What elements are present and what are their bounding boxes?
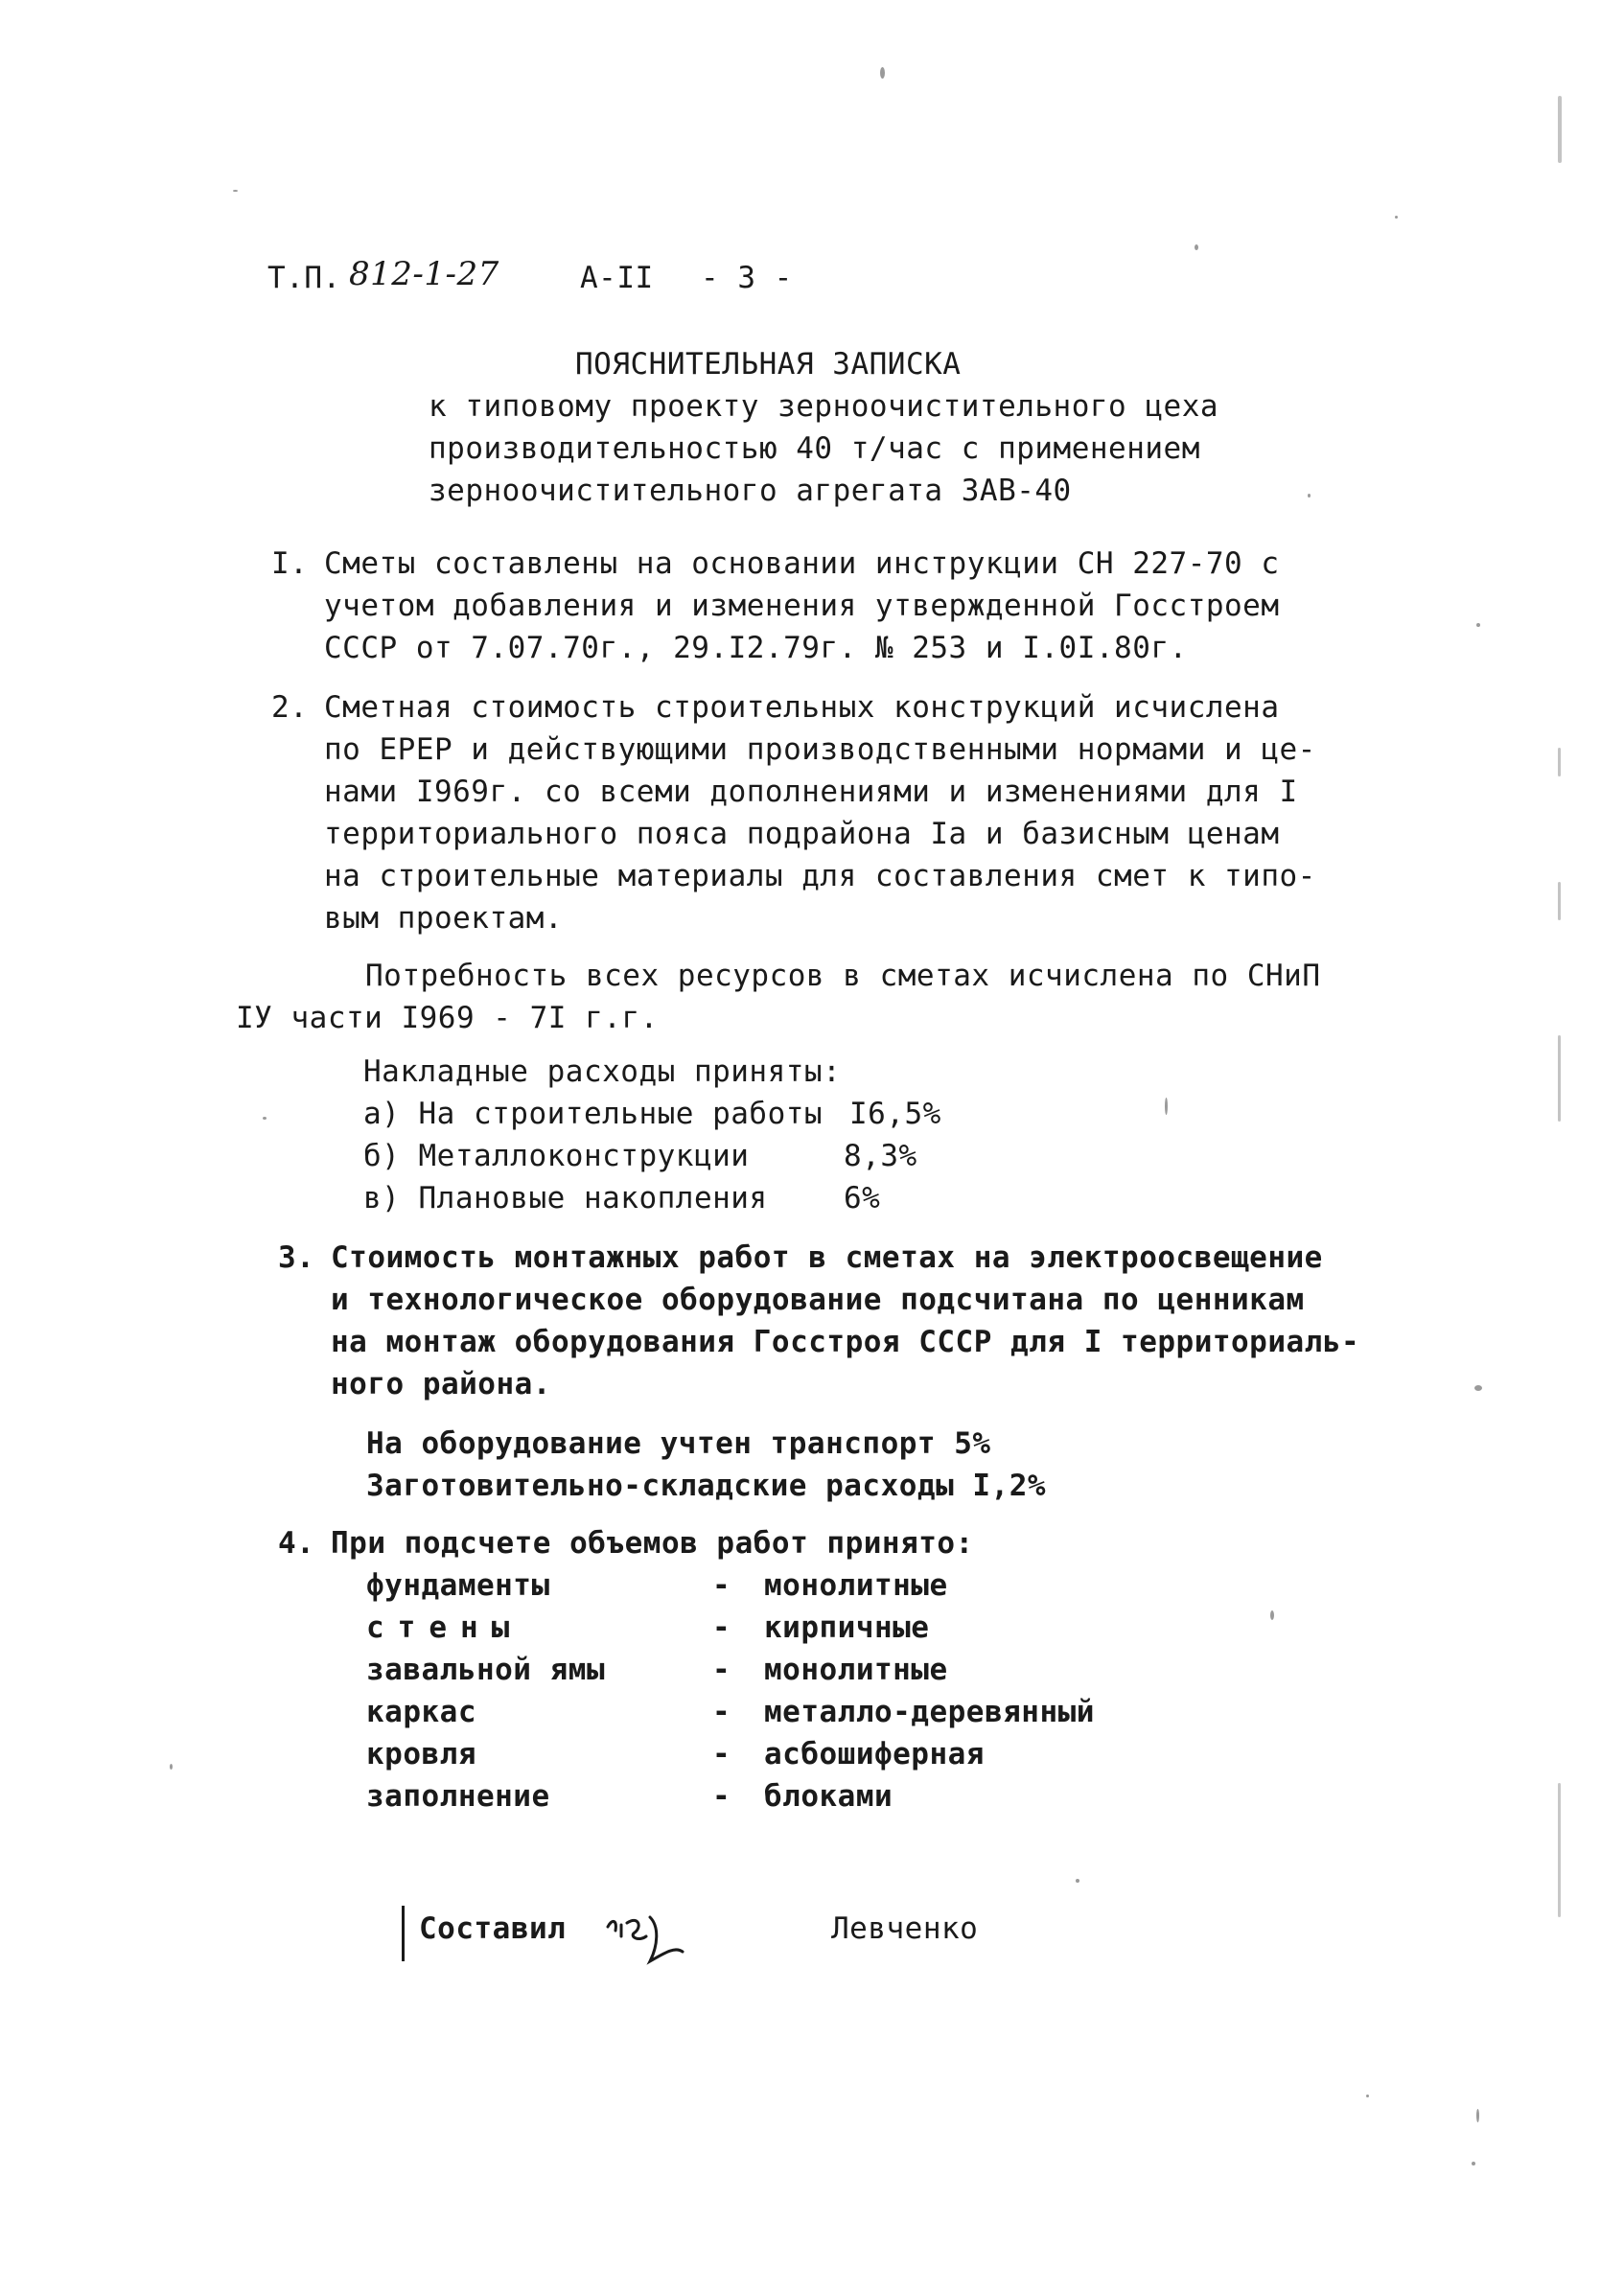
scan-speck — [1558, 96, 1562, 163]
storage-line: Заготовительно-складские расходы I,2% — [366, 1469, 1047, 1503]
section-2-line-3: нами I969г. со всеми дополнениями и изменениями для I — [324, 775, 1298, 809]
section-2-number: 2. — [271, 690, 309, 725]
overhead-value-a: I6,5% — [849, 1097, 941, 1131]
section-2-line-1: Сметная стоимость строительных конструкций исчислена — [324, 690, 1280, 725]
section-1-line-2: учетом добавления и изменения утвержденной Госстроем — [324, 589, 1280, 623]
resources-line-1: Потребность всех ресурсов в сметах исчислена по СНиП — [365, 959, 1321, 993]
section-3-line-4: ного района. — [331, 1367, 551, 1401]
scan-speck — [233, 190, 238, 192]
section-3-number: 3. — [278, 1240, 315, 1275]
section-2-line-6: вым проектам. — [324, 901, 564, 936]
item-label-4: каркас — [366, 1695, 476, 1729]
item-value-4: металло-деревянный — [764, 1695, 1095, 1729]
scan-speck — [1474, 1385, 1482, 1391]
section-2-line-2: по ЕРЕР и действующими производственными нормами и це- — [324, 732, 1316, 767]
section-3-line-3: на монтаж оборудования Госстроя СССР для I территориаль- — [331, 1325, 1360, 1359]
item-dash-5: - — [712, 1737, 731, 1771]
item-label-1: фундаменты — [366, 1568, 550, 1603]
section-4-title: При подсчете объемов работ принято: — [331, 1526, 974, 1561]
section-1-line-1: Сметы составлены на основании инструкции СН 227-70 с — [324, 546, 1280, 581]
handwritten-signature — [600, 1898, 706, 1975]
scan-speck — [170, 1764, 173, 1770]
section-4-number: 4. — [278, 1526, 315, 1561]
header-prefix: Т.П. — [267, 261, 341, 295]
overhead-value-c: 6% — [844, 1181, 881, 1216]
scan-speck — [1395, 216, 1398, 219]
overhead-label-c: в) Плановые накопления — [363, 1181, 768, 1216]
signature-name: Левченко — [831, 1911, 979, 1946]
transport-line: На оборудование учтен транспорт 5% — [366, 1426, 991, 1461]
title-line-1: к типовому проекту зерноочистительного цеха — [429, 389, 1219, 424]
section-1-number: I. — [271, 546, 309, 581]
section-3-line-1: Стоимость монтажных работ в сметах на электроосвещение — [331, 1240, 1323, 1275]
section-2-line-5: на строительные материалы для составления смет к типо- — [324, 859, 1316, 893]
scan-speck — [1472, 2162, 1475, 2165]
item-label-6: заполнение — [366, 1779, 550, 1814]
overhead-label-a: а) На строительные работы — [363, 1097, 824, 1131]
item-dash-6: - — [712, 1779, 731, 1814]
scan-speck — [1558, 1035, 1561, 1122]
item-dash-2: - — [712, 1610, 731, 1645]
item-value-2: кирпичные — [764, 1610, 930, 1645]
resources-line-2: IУ части I969 - 7I г.г. — [236, 1001, 659, 1035]
scan-speck — [1558, 1783, 1561, 1917]
project-number: 812-1-27 — [349, 255, 499, 293]
scan-speck — [263, 1117, 267, 1120]
item-value-1: монолитные — [764, 1568, 948, 1603]
signature-role: Составил — [419, 1911, 567, 1946]
item-value-6: блоками — [764, 1779, 893, 1814]
section-1-line-3: СССР от 7.07.70г., 29.I2.79г. № 253 и I.0I.80г. — [324, 631, 1188, 665]
overhead-label-b: б) Металлоконструкции — [363, 1139, 750, 1173]
scan-speck — [1476, 623, 1480, 627]
scan-speck — [1165, 1098, 1168, 1115]
scan-speck — [1270, 1610, 1274, 1620]
scan-speck — [1558, 748, 1561, 776]
item-dash-1: - — [712, 1568, 731, 1603]
page-number: - 3 - — [701, 261, 793, 295]
section-2-line-4: территориального пояса подрайона Iа и базисным ценам — [324, 817, 1280, 851]
item-label-2: стены — [366, 1610, 523, 1645]
item-dash-3: - — [712, 1653, 731, 1687]
item-label-3: завальной ямы — [366, 1653, 606, 1687]
scan-speck — [880, 67, 885, 79]
album-code: А-II — [580, 261, 654, 295]
section-3-line-2: и технологическое оборудование подсчитана по ценникам — [331, 1283, 1305, 1317]
scan-speck — [1366, 2095, 1369, 2097]
item-dash-4: - — [712, 1695, 731, 1729]
item-label-5: кровля — [366, 1737, 476, 1771]
scan-speck — [1195, 244, 1198, 250]
item-value-3: монолитные — [764, 1653, 948, 1687]
scan-speck — [1476, 2109, 1479, 2122]
scan-speck — [1076, 1879, 1079, 1883]
title-line-2: производительностью 40 т/час с применением — [429, 431, 1200, 466]
item-value-5: асбошиферная — [764, 1737, 985, 1771]
scan-speck — [1558, 882, 1561, 920]
title-line-3: зерноочистительного агрегата ЗАВ-40 — [429, 474, 1072, 508]
signature-bar — [402, 1906, 405, 1961]
document-heading: ПОЯСНИТЕЛЬНАЯ ЗАПИСКА — [575, 347, 962, 382]
scan-speck — [1308, 494, 1311, 498]
overhead-title: Накладные расходы приняты: — [363, 1054, 842, 1089]
overhead-value-b: 8,3% — [844, 1139, 917, 1173]
